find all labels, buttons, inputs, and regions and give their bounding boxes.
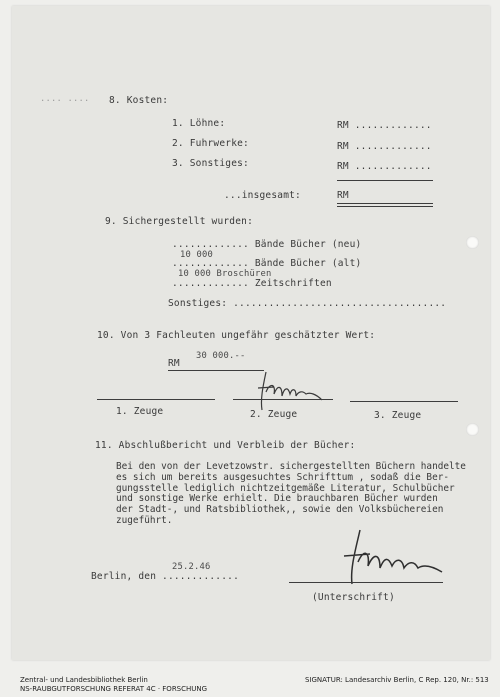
section-9-heading: 9. Sichergestellt wurden: <box>105 216 253 227</box>
total-double-rule <box>337 203 433 207</box>
total-value: RM <box>337 190 349 201</box>
value-rule <box>168 370 264 371</box>
total-label: ...insgesamt: <box>224 190 301 201</box>
witness-3-rule <box>350 401 458 402</box>
footer-library: Zentral- und Landesbibliothek Berlin <box>20 676 148 684</box>
signature-rule <box>289 582 443 583</box>
section-11-heading: 11. Abschlußbericht und Verbleib der Bücher: <box>95 440 356 451</box>
cost-item-value: RM ............. <box>337 120 432 131</box>
witness-1-label: 1. Zeuge <box>116 406 164 417</box>
other-line: Sonstiges: .................................... <box>168 298 447 309</box>
subtotal-rule <box>337 180 433 181</box>
witness-1-rule <box>97 399 215 400</box>
witness-signature <box>252 370 332 415</box>
handwritten-date: 25.2.46 <box>172 562 211 572</box>
report-line: der Stadt-, und Ratsbibliothek,, sowie den Volksbüchereien <box>116 504 444 516</box>
report-line: Bei den von der Levetzowstr. sichergestellten Büchern handelte <box>116 461 466 472</box>
estimated-value: 30 000.-- <box>196 351 246 361</box>
section-10-heading: 10. Von 3 Fachleuten ungefähr geschätzter Wert: <box>97 330 376 341</box>
cost-item-value: RM ............. <box>337 141 432 152</box>
place-date-line: Berlin, den ............. <box>91 571 239 582</box>
report-line: und sonstige Werke erhielt. Die brauchbaren Bücher wurden <box>116 493 438 505</box>
cost-item-label: 1. Löhne: <box>172 118 226 129</box>
signature-caption: (Unterschrift) <box>312 592 395 603</box>
faint-dots: .... .... <box>40 94 90 104</box>
books-new-line: ............. Bände Bücher (neu) <box>172 239 362 250</box>
footer-research: NS-RAUBGUTFORSCHUNG REFERAT 4C · FORSCHUNG <box>20 685 208 693</box>
report-line: gungsstelle lediglich nichtzeitgemäße Literatur, Schulbücher <box>116 482 455 494</box>
report-line: zugeführt. <box>116 514 173 526</box>
cost-item-value: RM ............. <box>337 161 432 172</box>
main-signature <box>330 528 450 588</box>
cost-item-label: 2. Fuhrwerke: <box>172 138 249 149</box>
report-line: es sich um bereits ausgesuchtes Schrifttum , sodaß die Ber- <box>116 471 450 483</box>
witness-2-label: 2. Zeuge <box>250 409 298 420</box>
report-paragraph <box>116 462 486 527</box>
footer-signature: SIGNATUR: Landesarchiv Berlin, C Rep. 120, Nr.: 513 <box>305 676 489 684</box>
handwritten-brochures: 10 000 Broschüren <box>178 269 272 279</box>
books-old-line: ............. Bände Bücher (alt) <box>172 258 362 269</box>
footer-left <box>20 676 207 694</box>
currency-label: RM <box>168 358 180 369</box>
punch-hole-bottom <box>466 423 479 436</box>
cost-item-label: 3. Sonstiges: <box>172 158 249 169</box>
witness-3-label: 3. Zeuge <box>374 410 422 421</box>
periodicals-line: ............. Zeitschriften <box>172 278 332 289</box>
punch-hole-top <box>466 236 479 249</box>
handwritten-count: 10 000 <box>180 250 213 260</box>
section-8-heading: 8. Kosten: <box>109 95 169 106</box>
